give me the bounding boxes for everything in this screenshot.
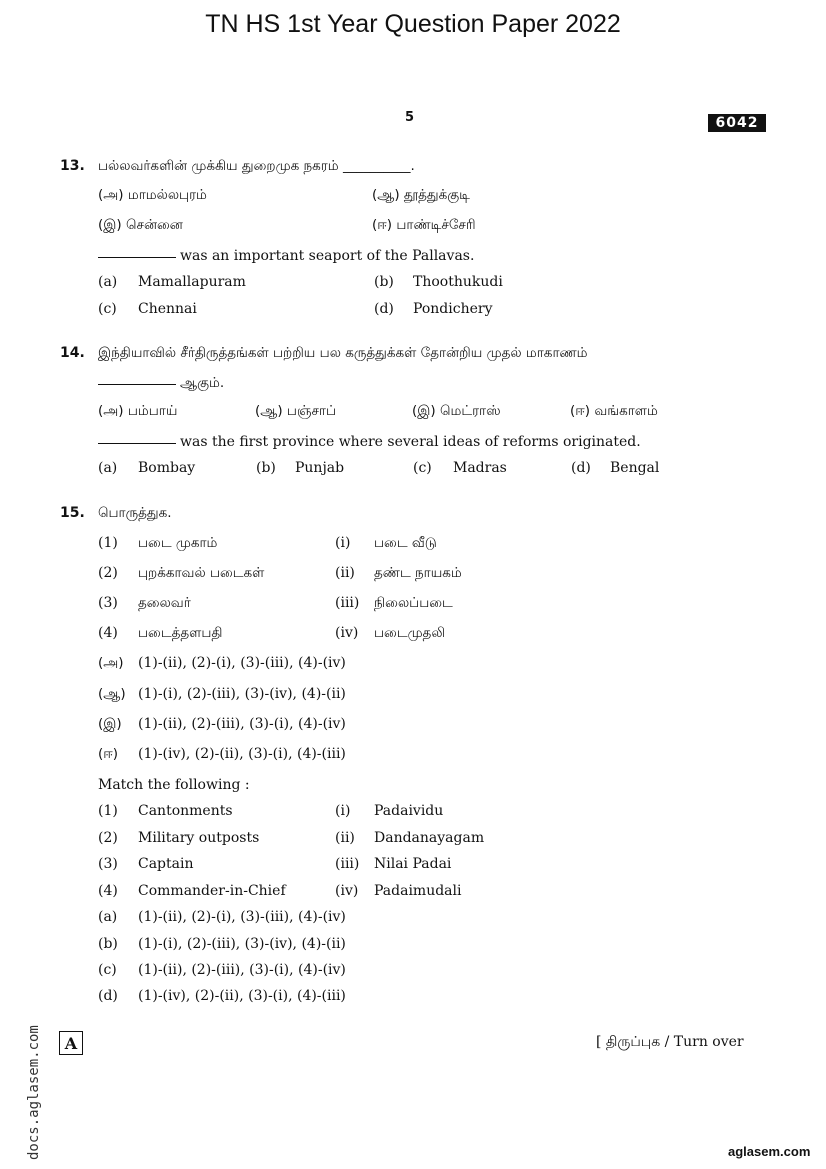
q14-option-c-label: (c) (413, 460, 432, 476)
page-number: 5 (405, 110, 415, 125)
question-set-box: A (59, 1031, 83, 1055)
q13-option-a-text: Mamallapuram (138, 274, 246, 290)
q14-tamil-option-d: (ஈ) வங்காளம் (570, 403, 658, 419)
q14-tamil-option-c: (இ) மெட்ராஸ் (412, 403, 501, 419)
q15-ta-option-d-text: (1)-(iv), (2)-(ii), (3)-(i), (4)-(iii) (138, 746, 346, 762)
q15-en-row1-num: (1) (98, 803, 118, 819)
q13-option-c-text: Chennai (138, 301, 197, 317)
q14-option-b-label: (b) (256, 460, 276, 476)
q15-ta-row1-num: (1) (98, 535, 118, 551)
q15-ta-row3-roman: (iii) (335, 595, 360, 611)
q15-ta-row3-right: நிலைப்படை (374, 595, 453, 611)
q15-en-row4-left: Commander-in-Chief (138, 883, 286, 899)
q15-ta-row4-left: படைத்தளபதி (138, 625, 223, 641)
q13-option-d-label: (d) (374, 301, 394, 317)
q15-ta-row2-left: புறக்காவல் படைகள் (138, 565, 265, 581)
q14-tamil-stem-line2-text: ஆகும். (180, 375, 225, 391)
q13-tamil-stem: பல்லவர்களின் முக்கிய துறைமுக நகரம் __________. (98, 158, 415, 174)
q15-tamil-stem: பொருத்துக. (98, 505, 172, 521)
q15-en-row4-num: (4) (98, 883, 118, 899)
q13-option-b-text: Thoothukudi (413, 274, 503, 290)
q15-ta-option-c-label: (இ) (98, 716, 122, 732)
q15-ta-option-d-label: (ஈ) (98, 746, 119, 762)
q15-en-option-b-text: (1)-(i), (2)-(iii), (3)-(iv), (4)-(ii) (138, 936, 346, 952)
q15-en-row3-right: Nilai Padai (374, 856, 452, 872)
q14-english-stem-text: was the first province where several ideas of reforms originated. (180, 434, 641, 450)
q15-ta-row4-num: (4) (98, 625, 118, 641)
q15-en-row1-roman: (i) (335, 803, 351, 819)
q13-option-d-text: Pondichery (413, 301, 493, 317)
q14-option-a-label: (a) (98, 460, 118, 476)
q15-en-option-a-text: (1)-(ii), (2)-(i), (3)-(iii), (4)-(iv) (138, 909, 346, 925)
q14-english-stem (98, 433, 641, 451)
q15-en-option-d-label: (d) (98, 988, 118, 1004)
q15-ta-row2-num: (2) (98, 565, 118, 581)
q15-ta-option-a-text: (1)-(ii), (2)-(i), (3)-(iii), (4)-(iv) (138, 655, 346, 671)
q14-option-d-text: Bengal (610, 460, 660, 476)
question-number-14: 14. (60, 345, 85, 361)
q15-ta-row2-roman: (ii) (335, 565, 355, 581)
q14-tamil-stem-line2 (98, 374, 224, 392)
q15-en-row2-roman: (ii) (335, 830, 355, 846)
q14-option-a-text: Bombay (138, 460, 196, 476)
question-number-15: 15. (60, 505, 85, 521)
q15-ta-option-a-label: (அ) (98, 655, 124, 671)
q15-en-option-a-label: (a) (98, 909, 118, 925)
page-title: TN HS 1st Year Question Paper 2022 (205, 10, 621, 38)
answer-blank (98, 257, 176, 258)
q15-en-option-b-label: (b) (98, 936, 118, 952)
q15-en-row2-num: (2) (98, 830, 118, 846)
q13-tamil-option-d: (ஈ) பாண்டிச்சேரி (372, 217, 476, 233)
answer-blank (98, 443, 176, 444)
q15-ta-row1-roman: (i) (335, 535, 351, 551)
q13-english-stem (98, 247, 474, 265)
q13-option-c-label: (c) (98, 301, 117, 317)
q15-en-option-c-label: (c) (98, 962, 117, 978)
q15-ta-option-b-label: (ஆ) (98, 686, 126, 702)
q15-en-option-c-text: (1)-(ii), (2)-(iii), (3)-(i), (4)-(iv) (138, 962, 346, 978)
q15-ta-row1-right: படை வீடு (374, 535, 437, 551)
q15-en-row1-left: Cantonments (138, 803, 233, 819)
q15-ta-row4-right: படைமுதலி (374, 625, 446, 641)
paper-code-badge: 6042 (708, 114, 766, 132)
q14-tamil-option-b: (ஆ) பஞ்சாப் (255, 403, 337, 419)
q15-en-row4-right: Padaimudali (374, 883, 462, 899)
q13-english-stem-text: was an important seaport of the Pallavas. (180, 248, 475, 264)
answer-blank (98, 384, 176, 385)
q15-en-row2-right: Dandanayagam (374, 830, 485, 846)
q15-ta-row4-roman: (iv) (335, 625, 359, 641)
q15-ta-row3-left: தலைவர் (138, 595, 191, 611)
q15-en-row4-roman: (iv) (335, 883, 359, 899)
turn-over-note: [ திருப்புக / Turn over (596, 1034, 744, 1050)
q13-tamil-option-c: (இ) சென்னை (98, 217, 183, 233)
q15-ta-row3-num: (3) (98, 595, 118, 611)
q14-tamil-option-a: (அ) பம்பாய் (98, 403, 178, 419)
q15-en-row3-num: (3) (98, 856, 118, 872)
q15-en-row3-left: Captain (138, 856, 194, 872)
q15-ta-option-b-text: (1)-(i), (2)-(iii), (3)-(iv), (4)-(ii) (138, 686, 346, 702)
q14-option-b-text: Punjab (295, 460, 345, 476)
q14-option-d-label: (d) (571, 460, 591, 476)
q15-ta-row1-left: படை முகாம் (138, 535, 218, 551)
q15-en-row3-roman: (iii) (335, 856, 360, 872)
q13-tamil-option-a: (அ) மாமல்லபுரம் (98, 187, 207, 203)
side-watermark: docs.aglasem.com (26, 1025, 42, 1160)
question-number-13: 13. (60, 158, 85, 174)
site-watermark: aglasem.com (728, 1144, 811, 1159)
q13-option-a-label: (a) (98, 274, 118, 290)
q15-en-row2-left: Military outposts (138, 830, 260, 846)
q15-ta-option-c-text: (1)-(ii), (2)-(iii), (3)-(i), (4)-(iv) (138, 716, 346, 732)
q15-en-row1-right: Padaividu (374, 803, 444, 819)
q15-english-stem: Match the following : (98, 777, 250, 793)
q15-en-option-d-text: (1)-(iv), (2)-(ii), (3)-(i), (4)-(iii) (138, 988, 346, 1004)
q14-option-c-text: Madras (453, 460, 507, 476)
q13-tamil-option-b: (ஆ) தூத்துக்குடி (372, 187, 470, 203)
q13-option-b-label: (b) (374, 274, 394, 290)
q14-tamil-stem-line1: இந்தியாவில் சீர்திருத்தங்கள் பற்றிய பல கருத்துக்கள் தோன்றிய முதல் மாகாணம் (98, 345, 588, 361)
q15-ta-row2-right: தண்ட நாயகம் (374, 565, 462, 581)
